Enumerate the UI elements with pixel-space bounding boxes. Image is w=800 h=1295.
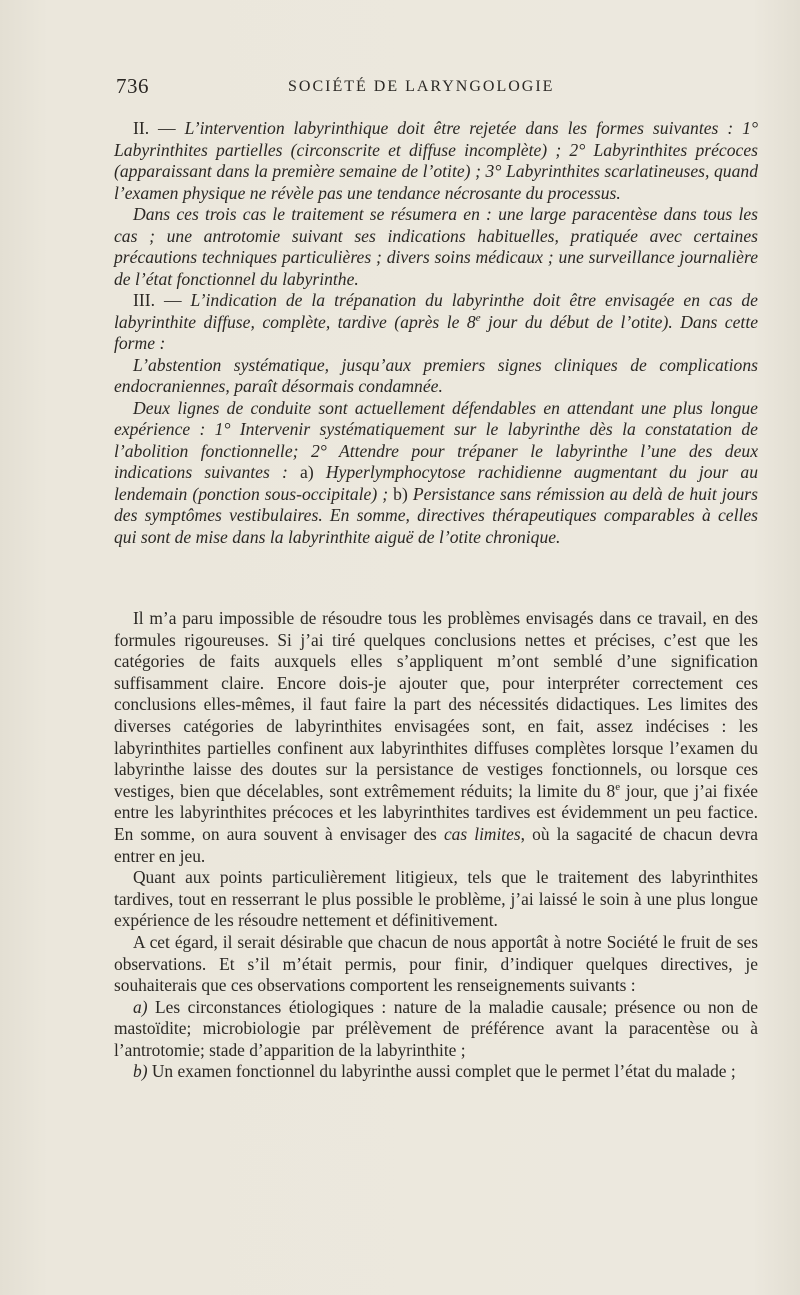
page-header xyxy=(116,74,756,104)
page-number: 736 xyxy=(116,74,149,98)
conclusion-iii-text-a: L’indication de la trépanation du labyrinthe doit être envisagée en cas de labyrinthite diffuse, complète, tardive (après le 8 xyxy=(114,290,758,332)
item-b-text: Persistance sans rémission au delà de huit jours des symptômes vestibulaires. En somme, directives thérapeutiques comparables à celles qui sont de mise dans la labyrinthite aiguë de l’otite chronique. xyxy=(114,483,758,547)
item-b-label: b) xyxy=(393,483,408,504)
item-b-body: Un examen fonctionnel du labyrinthe aussi complet que le permet l’état du malade ; xyxy=(147,1061,736,1082)
abstention-paragraph: L’abstention systématique, jusqu’aux premiers signes cliniques de complications endocraniennes, paraît désormais condamnée. xyxy=(114,354,758,396)
two-lines-paragraph xyxy=(114,398,758,549)
ordinal-suffix-2: e xyxy=(615,780,621,793)
two-lines-text: Deux lignes de conduite sont actuellement défendables en attendant une plus longue expérience : 1° Intervenir systématiquement sur le labyrinthe dès la constatation de l’abolition fonctionnelle; 2° Attendre pour trépaner le labyrinthe l’une des deux indications suivantes : xyxy=(114,397,758,482)
item-a-label: a) xyxy=(300,462,314,482)
item-a-body: Les circonstances étiologiques : nature de la maladie causale; présence ou non de mastoïdite; microbiologie par prélèvement de préférence avant la paracentèse ou à l’antrotomie; stade d’apparition de la labyrinthite ; xyxy=(114,996,758,1060)
item-a-marker: a) xyxy=(133,996,148,1017)
discussion-paragraph-1 xyxy=(114,608,758,867)
item-a-text: Hyperlymphocytose rachidienne augmentant du jour au lendemain (ponction sous-occipitale) ; xyxy=(114,462,758,504)
ordinal-suffix: e xyxy=(475,311,481,324)
discussion-paragraph-3: A cet égard, il serait désirable que chacun de nous apportât à notre Société le fruit de ses observations. Et s’il m’était permis, pour finir, d’indiquer quelques directives, je souhaiterais que ces observations comportent les renseignements suivants : xyxy=(114,931,758,996)
section-number-ii: II. — xyxy=(133,118,185,138)
italic-conclusions xyxy=(114,118,758,548)
conclusion-iii-text-b: jour du début de l’otite). Dans cette forme : xyxy=(114,311,759,353)
discussion-1-text-c: , où la sagacité de chacun devra entrer en jeu. xyxy=(114,823,759,866)
item-b-paragraph xyxy=(114,1061,758,1083)
running-head: SOCIÉTÉ DE LARYNGOLOGIE xyxy=(288,78,555,95)
item-b-marker: b) xyxy=(133,1061,148,1082)
discussion-paragraph-2: Quant aux points particulièrement litigieux, tels que le traitement des labyrinthites tardives, tout en resserrant le plus possible le problème, j’ai laissé le soin à une plus longue expérience de les résoudre nettement et définitivement. xyxy=(114,867,758,931)
section-number-iii: III. — xyxy=(133,290,191,310)
conclusion-iii xyxy=(114,290,758,355)
cas-limites-emphasis: cas limites xyxy=(443,823,521,844)
item-a-paragraph xyxy=(114,997,758,1062)
roman-discussion xyxy=(114,608,758,1083)
discussion-1-text-b: jour, que j’ai fixée entre les labyrinthites précoces et les labyrinthites tardives est évidemment un peu factice. En somme, on aura souvent à envisager des xyxy=(114,780,758,844)
treatment-paragraph: Dans ces trois cas le traitement se résumera en : une large paracentèse dans tous les cas ; une antrotomie suivant ses indications habituelles, pratiquée avec certaines précautions techniques particulières ; divers soins médicaux ; une surveillance journalière de l’état fonctionnel du labyrinthe. xyxy=(114,204,758,289)
discussion-1-text-a: Il m’a paru impossible de résoudre tous les problèmes envisagés dans ce travail, en des formules rigoureuses. Si j’ai tiré quelques conclusions nettes et précises, c’est que les catégories de faits auxquels elles s’appliquent m’ont semblé d’une signification suffisamment claire. Encore dois-je ajouter que, pour interpréter correctement ces conclusions elles-mêmes, il faut faire la part des nécessités didactiques. Les limites des diverses catégories de labyrinthites envisagées sont, en fait, assez indécises : les labyrinthites partielles confinent aux labyrinthites diffuses complètes lorsque l’examen du labyrinthe laisse des doutes sur la persistance de vestiges fonctionnels, ou lorsque ces vestiges, bien que décelables, sont extrêmement réduits; la limite du 8 xyxy=(114,608,758,801)
conclusion-ii-text: L’intervention labyrinthique doit être rejetée dans les formes suivantes : 1° Labyrinthites partielles (circonscrite et diffuse incomplète) ; 2° Labyrinthites précoces (apparaissant dans la première semaine de l’otite) ; 3° Labyrinthites scarlatineuses, quand l’examen physique ne révèle pas une tendance nécrosante du processus. xyxy=(114,118,758,203)
conclusion-ii xyxy=(114,118,758,204)
